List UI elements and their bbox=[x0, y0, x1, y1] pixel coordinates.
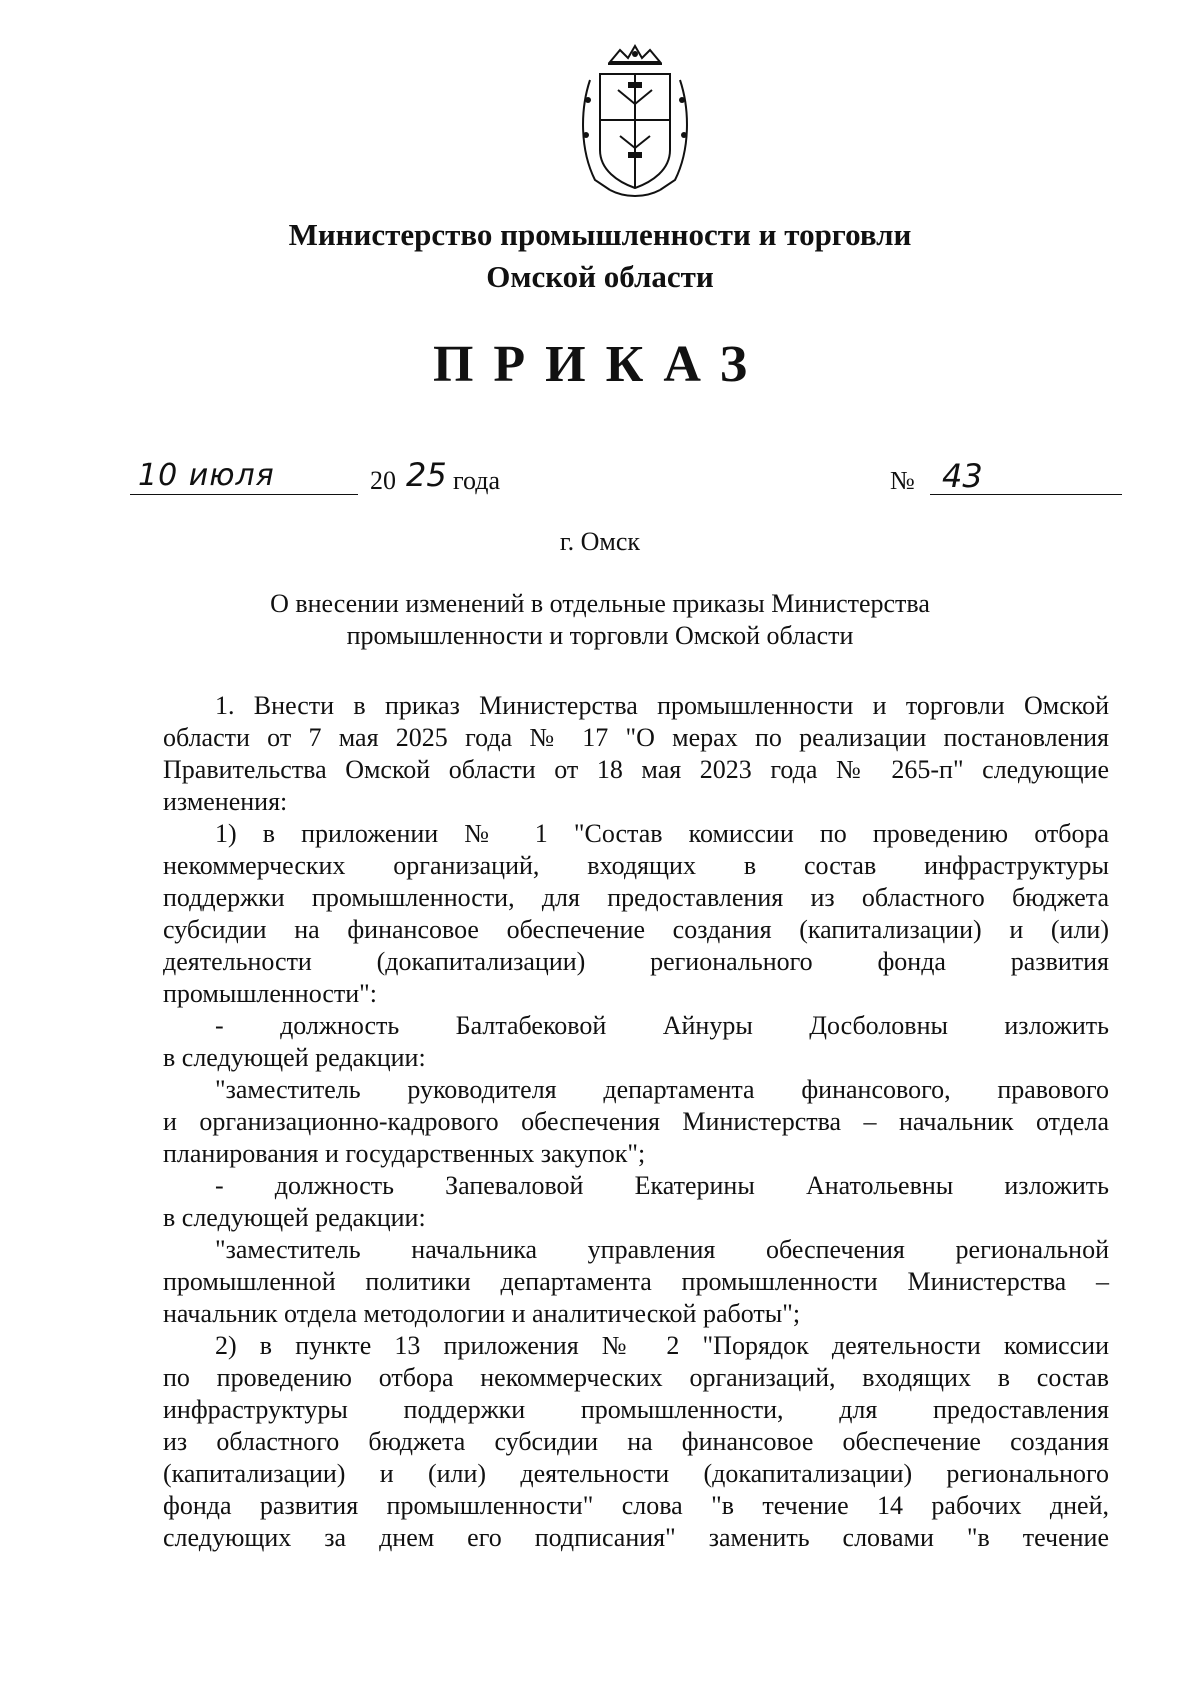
coat-of-arms-emblem bbox=[570, 40, 700, 200]
order-body bbox=[163, 690, 1109, 1554]
body-line: - должность Балтабековой Айнуры Досболовны изложить bbox=[215, 1011, 1109, 1040]
body-line: промышленной политики департамента промышленности Министерства – bbox=[163, 1267, 1109, 1296]
body-line: 1) в приложении № 1 "Состав комиссии по проведению отбора bbox=[215, 819, 1109, 848]
body-line: из областного бюджета субсидии на финансовое обеспечение создания bbox=[163, 1427, 1109, 1456]
year-suffix: года bbox=[453, 466, 501, 495]
body-line: следующих за днем его подписания" заменить словами "в течение bbox=[163, 1523, 1109, 1552]
city: г. Омск bbox=[559, 527, 641, 556]
body-line: изменения: bbox=[163, 787, 288, 816]
subject-line: промышленности и торговли Омской области bbox=[346, 621, 854, 650]
handwritten-date: 10 июля bbox=[130, 458, 358, 495]
ministry-name-line1: Министерство промышленности и торговли bbox=[288, 217, 912, 252]
date-number-row bbox=[130, 458, 1110, 508]
number-label: № bbox=[890, 466, 915, 495]
body-line: области от 7 мая 2025 года № 17 "О мерах по реализации постановления bbox=[163, 723, 1109, 752]
body-line: 1. Внести в приказ Министерства промышленности и торговли Омской bbox=[215, 691, 1109, 720]
year-prefix: 20 bbox=[370, 466, 396, 495]
body-line: "заместитель начальника управления обеспечения региональной bbox=[215, 1235, 1109, 1264]
body-line: планирования и государственных закупок"; bbox=[163, 1139, 646, 1168]
ministry-name-line2: Омской области bbox=[486, 259, 714, 294]
body-line: 2) в пункте 13 приложения № 2 "Порядок деятельности комиссии bbox=[215, 1331, 1109, 1360]
subject-line: О внесении изменений в отдельные приказы Министерства bbox=[270, 589, 930, 618]
body-line: поддержки промышленности, для предоставления из областного бюджета bbox=[163, 883, 1109, 912]
body-line: субсидии на финансовое обеспечение создания (капитализации) и (или) bbox=[163, 915, 1109, 944]
body-line: инфраструктуры поддержки промышленности, для предоставления bbox=[163, 1395, 1109, 1424]
handwritten-number: 43 bbox=[930, 458, 1122, 495]
body-line: некоммерческих организаций, входящих в состав инфраструктуры bbox=[163, 851, 1109, 880]
body-line: фонда развития промышленности" слова "в течение 14 рабочих дней, bbox=[163, 1491, 1109, 1520]
body-line: Правительства Омской области от 18 мая 2023 года № 265-п" следующие bbox=[163, 755, 1109, 784]
body-line: в следующей редакции: bbox=[163, 1203, 426, 1232]
body-line: деятельности (докапитализации) регионального фонда развития bbox=[163, 947, 1109, 976]
order-subject bbox=[150, 588, 1050, 652]
document-type-title: ПРИКАЗ bbox=[432, 336, 768, 393]
handwritten-year: 25 bbox=[406, 456, 447, 494]
body-line: по проведению отбора некоммерческих организаций, входящих в состав bbox=[163, 1363, 1109, 1392]
body-line: начальник отдела методологии и аналитической работы"; bbox=[163, 1299, 801, 1328]
body-line: и организационно-кадрового обеспечения Министерства – начальник отдела bbox=[163, 1107, 1109, 1136]
body-line: промышленности": bbox=[163, 979, 378, 1008]
body-line: в следующей редакции: bbox=[163, 1043, 426, 1072]
body-line: - должность Запеваловой Екатерины Анатольевны изложить bbox=[215, 1171, 1109, 1200]
body-line: "заместитель руководителя департамента финансового, правового bbox=[215, 1075, 1109, 1104]
body-line: (капитализации) и (или) деятельности (докапитализации) регионального bbox=[163, 1459, 1109, 1488]
